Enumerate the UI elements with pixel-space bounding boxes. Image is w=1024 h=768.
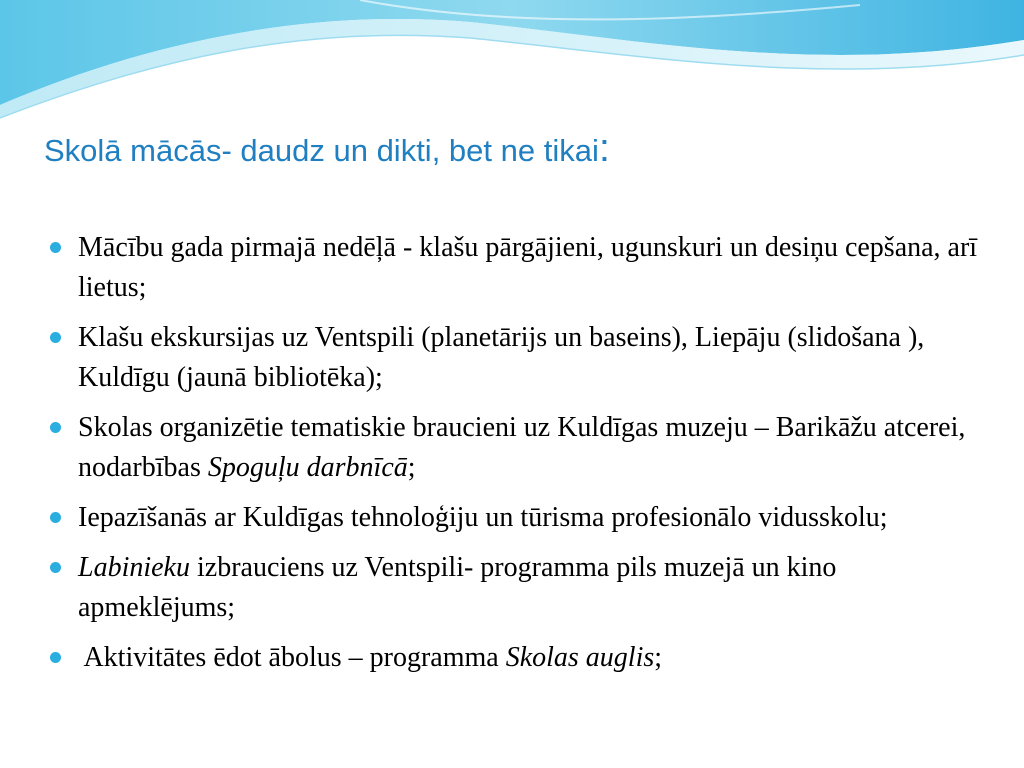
list-item-italic-text: Labinieku [78, 552, 190, 583]
slide-title-text: Skolā mācās- daudz un dikti, bet ne tikai [44, 133, 599, 168]
list-item-text-part: Aktivitātes ēdot ābolus – programma [78, 642, 506, 673]
list-item-text: Iepazīšanās ar Kuldīgas tehnoloģiju un tūrisma profesionālo vidusskolu; [78, 502, 888, 533]
list-item [48, 548, 978, 628]
list-item [48, 318, 978, 398]
list-item-text-part: ; [407, 452, 416, 483]
bullet-dot-icon [50, 512, 61, 523]
bullet-dot-icon [50, 652, 61, 663]
list-item-text-part: ; [654, 642, 663, 673]
list-item [48, 638, 978, 678]
wave-header-decoration [0, 0, 1024, 130]
list-item-text-part: izbrauciens uz Ventspili- programma pils muzejā un kino apmeklējums; [78, 552, 837, 623]
list-item [48, 498, 978, 538]
list-item-text [78, 552, 836, 623]
slide-title [44, 124, 610, 175]
list-item [48, 408, 978, 488]
list-item-text [78, 412, 965, 483]
list-item-text-part: Skolas organizētie tematiskie braucieni uz Kuldīgas muzeju – Barikāžu atcerei, nodarbības [78, 412, 966, 483]
list-item [48, 228, 978, 308]
list-item-text [78, 642, 662, 673]
list-item-text: Mācību gada pirmajā nedēļā - klašu pārgājieni, ugunskuri un desiņu cepšana, arī lietus; [78, 232, 978, 303]
bullet-dot-icon [50, 422, 61, 433]
bullet-list [48, 228, 978, 688]
bullet-dot-icon [50, 242, 61, 253]
bullet-dot-icon [50, 332, 61, 343]
slide-title-colon: : [598, 126, 610, 170]
list-item-text: Klašu ekskursijas uz Ventspili (planetārijs un baseins), Liepāju (slidošana ), Kuldīgu (jaunā bibliotēka); [78, 322, 925, 393]
bullet-dot-icon [50, 562, 61, 573]
list-item-italic-text: Skolas auglis [505, 642, 655, 673]
list-item-italic-text: Spoguļu darbnīcā [207, 452, 408, 483]
